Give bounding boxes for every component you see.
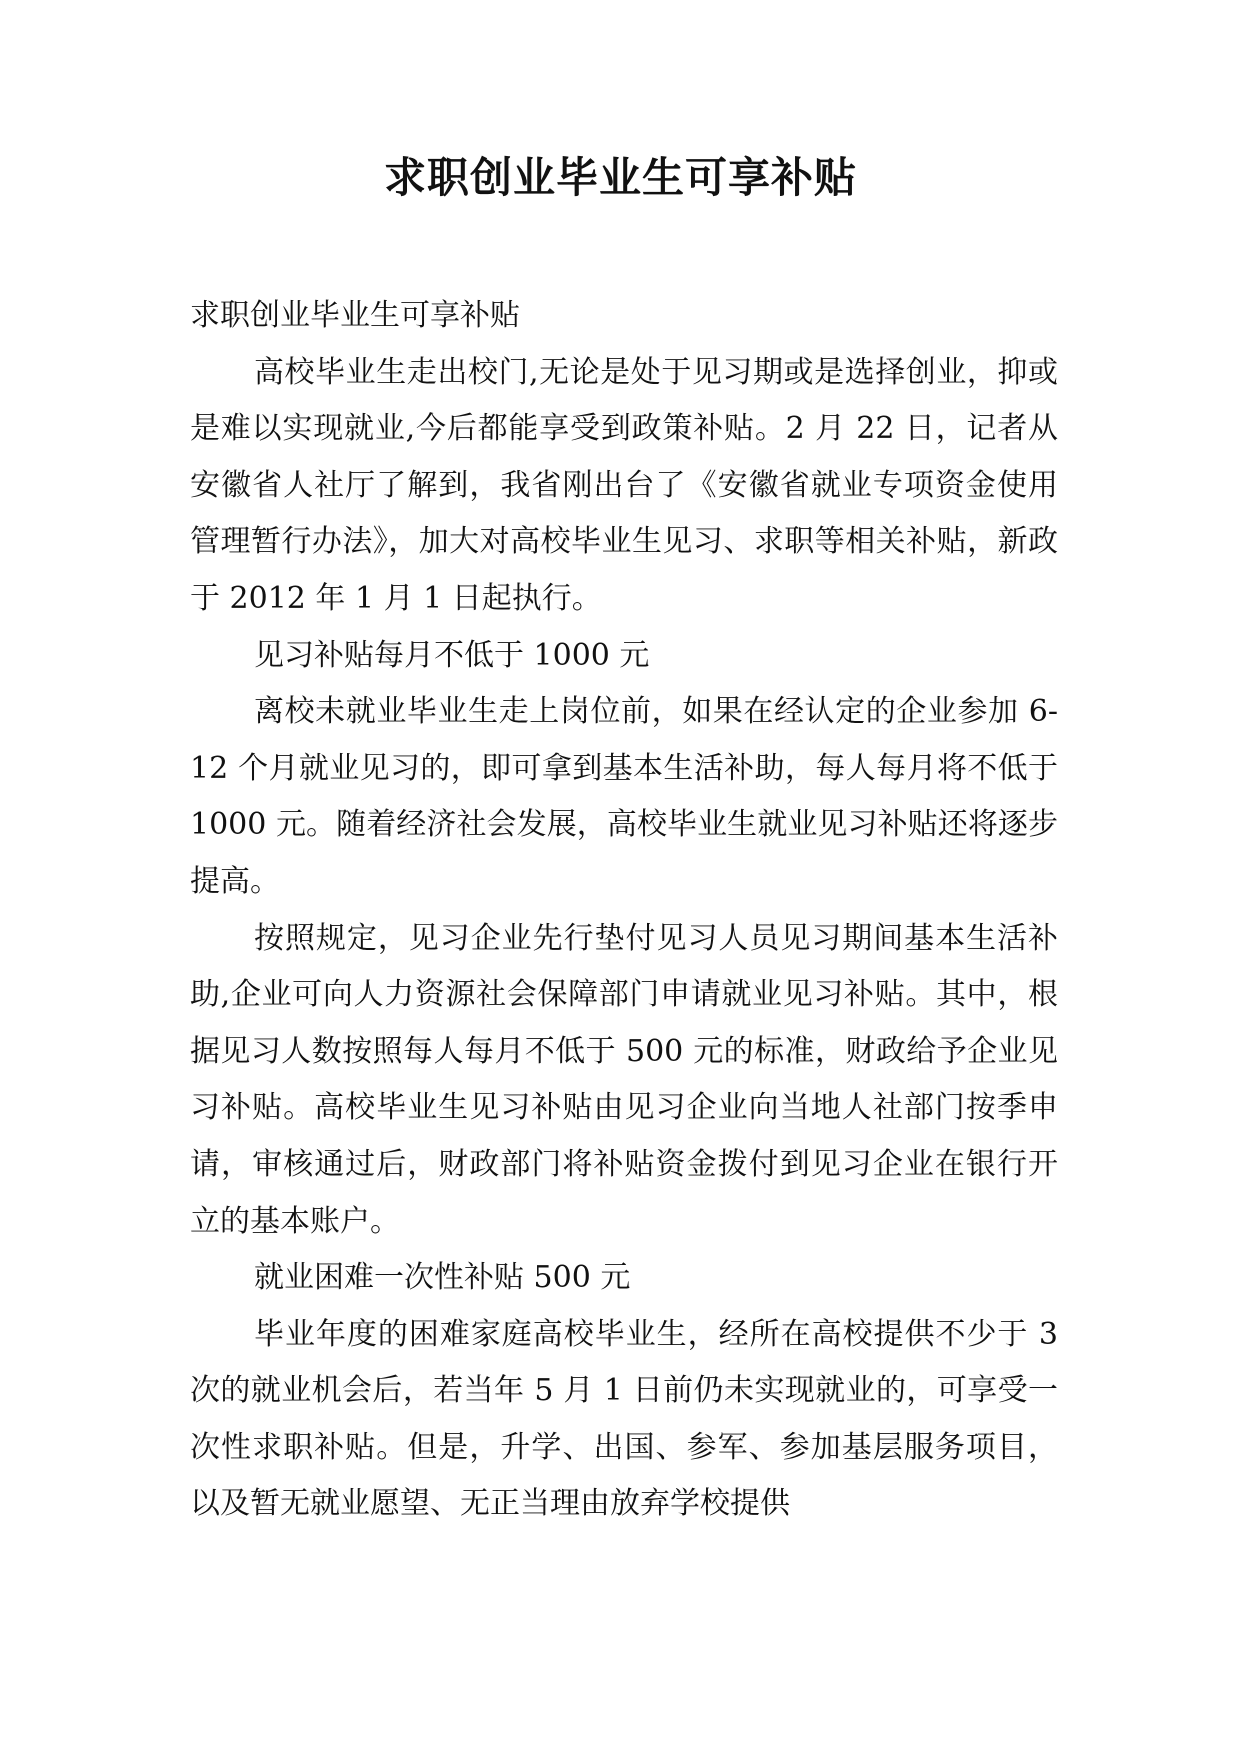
subheading-internship-subsidy: 见习补贴每月不低于 1000 元 bbox=[254, 637, 650, 673]
paragraph-hardship-rules: 毕业年度的困难家庭高校毕业生，经所在高校提供不少于 3 次的就业机会后，若当年 5 月 1 日前仍未实现就业的，可享受一次性求职补贴。但是，升学、出国、参军、参加基层服务项目，以及暂无就业愿望、无正当理由放弃学校提供 bbox=[190, 1316, 1058, 1522]
paragraph-internship-allowance: 离校未就业毕业生走上岗位前，如果在经认定的企业参加 6-12 个月就业见习的，即可拿到基本生活补助，每人每月将不低于 1000 元。随着经济社会发展，高校毕业生就业见习补贴还将逐步提高。 bbox=[190, 694, 1058, 899]
document-title: 求职创业毕业生可享补贴 bbox=[383, 153, 857, 202]
paragraph-overview: 高校毕业生走出校门,无论是处于见习期或是选择创业，抑或是难以实现就业,今后都能享受到政策补贴。2 月 22 日，记者从安徽省人社厅了解到，我省刚出台了《安徽省就业专项资金使用管理暂行办法》，加大对高校毕业生见习、求职等相关补贴，新政于 2012 年 1 月 1 日起执行。 bbox=[190, 354, 1058, 616]
document-body bbox=[190, 288, 1058, 1533]
intro-heading: 求职创业毕业生可享补贴 bbox=[190, 298, 520, 333]
paragraph-internship-rules: 按照规定，见习企业先行垫付见习人员见习期间基本生活补助,企业可向人力资源社会保障部门申请就业见习补贴。其中，根据见习人数按照每人每月不低于 500 元的标准，财政给予企业见习补贴。高校毕业生见习补贴由见习企业向当地人社部门按季申请，审核通过后，财政部门将补贴资金拨付到见习企业在银行开立的基本账户。 bbox=[190, 920, 1058, 1239]
subheading-hardship-subsidy: 就业困难一次性补贴 500 元 bbox=[254, 1260, 631, 1296]
